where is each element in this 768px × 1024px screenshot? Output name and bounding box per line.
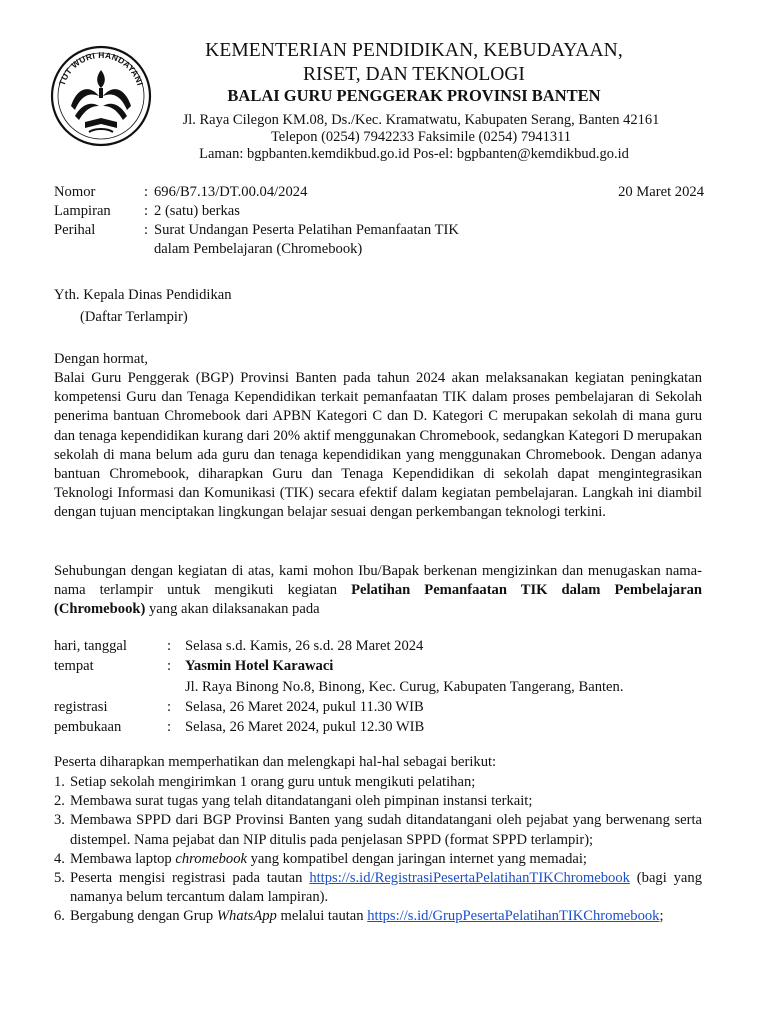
pembukaan-label: pembukaan [54, 719, 122, 736]
nomor-label: Nomor [54, 184, 96, 200]
event-details [54, 638, 704, 739]
list-text: Membawa SPPD dari BGP Provinsi Banten yang sudah ditandatangani oleh pejabat yang berwenang serta distempel. Nama pejabat dan NIP ditulis pada penjelasan SPPD (format SPPD terlampir); [70, 812, 702, 848]
registration-link[interactable]: https://s.id/RegistrasiPesertaPelatihanTIKChromebook [309, 870, 630, 887]
colon: : [167, 698, 172, 715]
tempat-value: Yasmin Hotel Karawaci [185, 658, 334, 675]
event-name: Pelatihan Pemanfaatan TIK dalam Pembelajaran (Chromebook) [54, 582, 702, 618]
addressee-line1: Yth. Kepala Dinas Pendidikan [54, 287, 232, 303]
colon: : [144, 184, 149, 200]
list-text-pre: Bergabung dengan Grup [70, 908, 217, 925]
tempat-label: tempat [54, 658, 94, 675]
detail-row-opening [54, 719, 704, 739]
list-text-post: yang kompatibel dengan jaringan internet yang memadai; [246, 850, 587, 867]
list-text-italic: WhatsApp [216, 908, 277, 925]
addressee-line2: (Daftar Terlampir) [80, 309, 188, 325]
tempat-address: Jl. Raya Binong No.8, Binong, Kec. Curug, Kabupaten Tangerang, Banten. [185, 678, 624, 695]
detail-row-date [54, 638, 704, 658]
nomor-value: 696/B7.13/DT.00.04/2024 [154, 184, 308, 200]
logo-motto: TUT WURI HANDAYANI [56, 49, 146, 87]
perihal-value-line2: dalam Pembelajaran (Chromebook) [154, 241, 363, 257]
detail-row-registration [54, 699, 704, 719]
greeting: Dengan hormat, [54, 351, 149, 367]
nomor-row [54, 184, 704, 203]
list-item [54, 907, 702, 926]
requirements-list [54, 773, 702, 927]
detail-row-place-address [54, 679, 704, 699]
list-item [54, 869, 702, 907]
paragraph2-post: yang akan dilaksanakan pada [145, 601, 320, 618]
list-number: 5. [54, 870, 65, 887]
list-text-pre: Membawa laptop [70, 850, 176, 867]
requirements-intro: Peserta diharapkan memperhatikan dan melengkapi hal-hal sebagai berikut: [54, 754, 497, 770]
list-item [54, 792, 702, 811]
office-address: Jl. Raya Cilegon KM.08, Ds./Kec. Kramatwatu, Kabupaten Serang, Banten 42161 [182, 112, 660, 128]
list-number: 4. [54, 850, 65, 867]
list-text-post: (bagi yang namanya belum tercantum dalam lampiran). [70, 870, 702, 906]
list-number: 6. [54, 908, 65, 925]
body-paragraph-1: Balai Guru Penggerak (BGP) Provinsi Banten pada tahun 2024 akan melaksanakan kegiatan peningkatan kompetensi Guru dan Tenaga Kependidikan terkait pemanfaatan TIK dalam proses pembelajaran di Sekolah penerima bantuan Chromebook dari APBN Kategori C dan D. Kategori C merupakan sekolah di mana guru dan tenaga kependidikan kurang dari 20% aktif menggunakan Chromebook, sedangkan Kategori D merupakan sekolah di mana belum ada guru dan tenaga kependidikan yang menggunakan Chromebook. Dengan adanya bantuan Chromebook, diharapkan Guru dan Tenaga Kependidikan di sekolah dapat mengintegrasikan Teknologi Informasi dan Komunikasi (TIK) secara efektif dalam kegiatan pembelajaran. Langkah ini diambil dengan tujuan menciptakan lingkungan belajar sesuai dengan perkembangan teknologi terkini. [54, 370, 702, 521]
lampiran-value: 2 (satu) berkas [154, 203, 240, 219]
registrasi-value: Selasa, 26 Maret 2024, pukul 11.30 WIB [185, 698, 424, 715]
office-web-email: Laman: bgpbanten.kemdikbud.go.id Pos-el: bgpbanten@kemdikbud.go.id [199, 146, 629, 162]
list-item [54, 850, 702, 869]
list-text-mid: melalui tautan [276, 908, 368, 925]
list-text-italic: chromebook [175, 850, 247, 867]
perihal-row-cont [54, 241, 704, 260]
body-paragraph-2 [54, 562, 702, 620]
ministry-name-line1: KEMENTERIAN PENDIDIKAN, KEBUDAYAAN, [205, 40, 623, 61]
list-text-post: ; [659, 908, 664, 925]
list-item [54, 811, 702, 849]
whatsapp-group-link[interactable]: https://s.id/GrupPesertaPelatihanTIKChromebook [367, 908, 660, 925]
perihal-value-line1: Surat Undangan Peserta Pelatihan Pemanfaatan TIK [154, 222, 459, 238]
colon: : [144, 222, 149, 238]
letter-meta [54, 184, 704, 260]
letter-date: 20 Maret 2024 [618, 184, 704, 200]
hari-label: hari, tanggal [54, 638, 127, 654]
list-number: 3. [54, 812, 65, 829]
hari-value: Selasa s.d. Kamis, 26 s.d. 28 Maret 2024 [185, 638, 424, 654]
perihal-row [54, 222, 704, 241]
registrasi-label: registrasi [54, 698, 108, 715]
list-text-pre: Peserta mengisi registrasi pada tautan [70, 870, 310, 887]
lampiran-row [54, 203, 704, 222]
office-phone: Telepon (0254) 7942233 Faksimile (0254) 7941311 [270, 129, 572, 145]
tut-wuri-handayani-logo [49, 40, 153, 150]
list-item [54, 773, 702, 792]
paragraph2-pre: Sehubungan dengan kegiatan di atas, kami mohon Ibu/Bapak berkenan mengizinkan dan menugaskan nama-nama terlampir untuk mengikuti kegiatan [54, 563, 702, 599]
ministry-name-line2: RISET, DAN TEKNOLOGI [303, 64, 525, 85]
perihal-label: Perihal [54, 222, 96, 238]
list-number: 1. [54, 774, 65, 790]
colon: : [167, 719, 172, 736]
list-number: 2. [54, 793, 65, 810]
list-text: Setiap sekolah mengirimkan 1 orang guru untuk mengikuti pelatihan; [70, 774, 476, 790]
office-name: BALAI GURU PENGGERAK PROVINSI BANTEN [227, 86, 601, 105]
pembukaan-value: Selasa, 26 Maret 2024, pukul 12.30 WIB [185, 719, 425, 736]
colon: : [144, 203, 149, 219]
colon: : [167, 638, 172, 654]
colon: : [167, 658, 172, 675]
list-text: Membawa surat tugas yang telah ditandatangani oleh pimpinan instansi terkait; [70, 793, 533, 810]
addressee [54, 287, 232, 331]
lampiran-label: Lampiran [54, 203, 111, 219]
detail-row-place [54, 658, 704, 678]
